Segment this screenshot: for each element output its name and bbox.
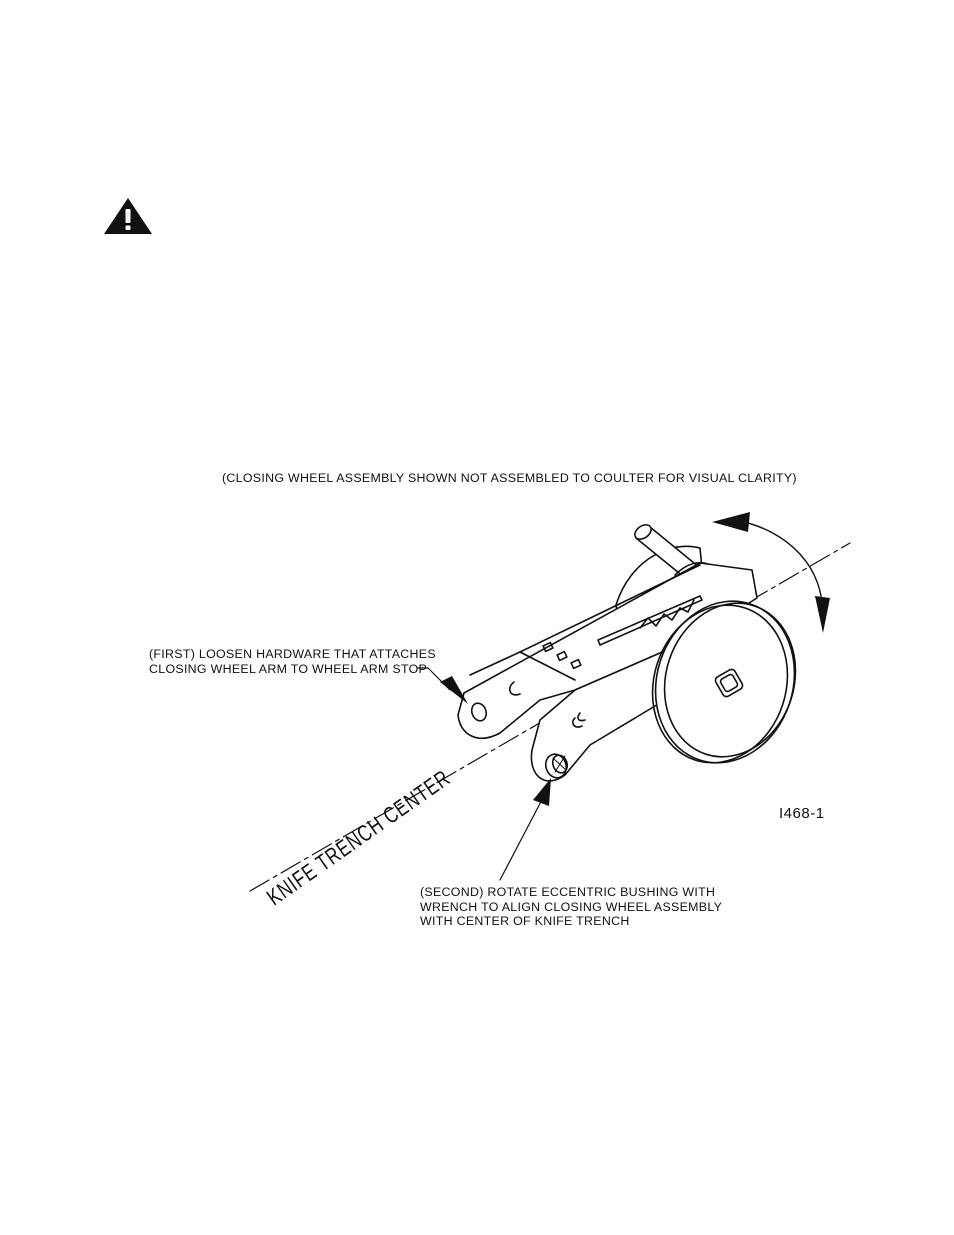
- second-callout-line-3: WITH CENTER OF KNIFE TRENCH: [420, 914, 630, 928]
- first-step-callout: [149, 647, 436, 676]
- first-callout-line-2: CLOSING WHEEL ARM TO WHEEL ARM STOP: [149, 661, 428, 676]
- figure-id: I468-1: [779, 805, 825, 822]
- second-step-callout: [420, 885, 722, 929]
- second-callout-line-1: (SECOND) ROTATE ECCENTRIC BUSHING WITH: [420, 885, 716, 899]
- knife-trench-center-label: KNIFE TRENCH CENTER: [262, 764, 455, 911]
- second-callout-line-2: WRENCH TO ALIGN CLOSING WHEEL ASSEMBLY: [420, 899, 723, 914]
- figure-caption: (CLOSING WHEEL ASSEMBLY SHOWN NOT ASSEMBLED TO COULTER FOR VISUAL CLARITY): [222, 471, 797, 485]
- second-callout-leader: [500, 792, 546, 880]
- first-callout-line-1: (FIRST) LOOSEN HARDWARE THAT ATTACHES: [149, 647, 436, 661]
